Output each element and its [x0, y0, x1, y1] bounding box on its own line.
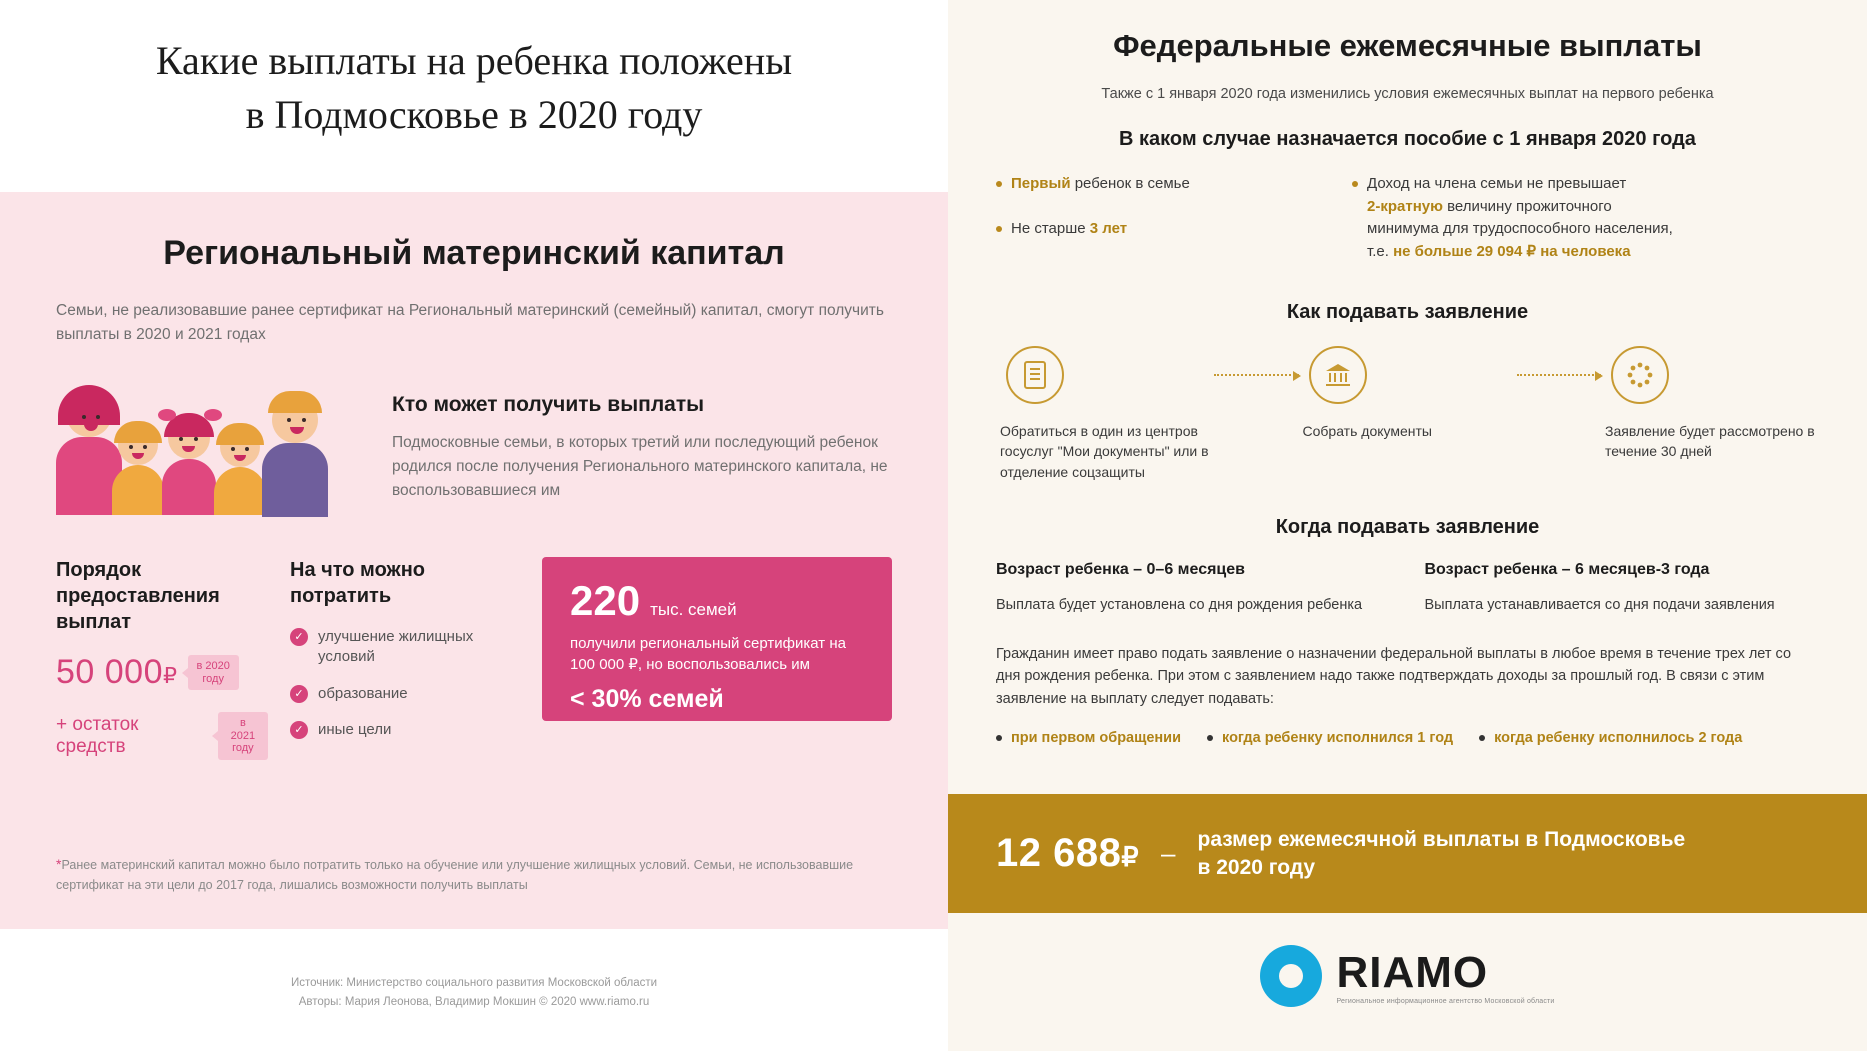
when-head-0-6: Возраст ребенка – 0–6 месяцев	[996, 560, 1245, 578]
footnote	[56, 853, 892, 895]
who-can-receive-text-block	[392, 383, 892, 515]
monthly-payment-label-line1: размер ежемесячной выплаты в Подмосковье	[1197, 828, 1686, 852]
authors-line: Авторы: Мария Леонова, Владимир Мокшин © 2020 www.riamo.ru	[298, 996, 650, 1009]
bullet-icon	[996, 181, 1002, 187]
conditions-left	[996, 173, 1326, 285]
payment-year-tag-2021-line1: в 2021	[230, 717, 256, 742]
income-line3: минимума для трудоспособного населения,	[1367, 220, 1673, 237]
payment-amount-2021-row	[56, 712, 268, 760]
when-column-6-36	[1425, 561, 1818, 617]
statistics-unit: тыс. семей	[650, 600, 737, 620]
regional-capital-panel	[0, 192, 948, 929]
regional-capital-subtitle: Семьи, не реализовавшие ранее сертификат на Региональный материнский (семейный) капитал, смогут получить выплаты в 2020 и 2021 годах	[56, 302, 884, 344]
application-timing-bullets	[948, 730, 1867, 746]
statistics-card-column	[542, 557, 892, 760]
apply-step-1	[1000, 346, 1210, 482]
apply-step-3-text: Заявление будет рассмотрено в течение 30 дней	[1605, 423, 1815, 460]
timing-bullet-1	[996, 730, 1181, 746]
payment-year-tag-2020	[188, 655, 239, 690]
statistics-text: получили региональный сертификат на 100 000 ₽, но воспользовались им	[570, 635, 846, 674]
logo-wordmark: RIAMO	[1336, 947, 1489, 997]
band-dash: –	[1161, 838, 1176, 868]
bullet-icon	[1352, 181, 1358, 187]
spend-option-label: улучшение жилищных условий	[318, 628, 474, 666]
list-item	[290, 720, 520, 740]
list-item	[1352, 173, 1817, 263]
condition-text	[1011, 173, 1190, 196]
processing-icon	[1611, 346, 1669, 404]
bullet-icon	[1479, 735, 1485, 741]
statistics-headline	[570, 577, 868, 625]
monthly-payment-label	[1198, 826, 1686, 881]
page-title-line1: Какие выплаты на ребенка положены	[155, 38, 793, 83]
who-can-receive-text: Подмосковные семьи, в которых третий или последующий ребенок родился после получения Регионального материнского капитала, не воспользовавшиеся им	[392, 434, 888, 500]
spend-options-title: На что можно потратить	[290, 559, 425, 608]
list-item	[996, 218, 1326, 241]
payment-amount-2020-value: 50 000	[56, 653, 163, 692]
payment-year-tag-2020-line2: году	[202, 672, 224, 685]
condition-rest: ребенок в семье	[1070, 175, 1190, 192]
list-item	[290, 684, 520, 704]
source-credits	[0, 974, 948, 1013]
page-title	[0, 0, 948, 192]
when-text-6-36: Выплата устанавливается со дня подачи заявления	[1424, 596, 1775, 613]
check-icon: ✓	[290, 628, 308, 646]
monthly-payment-band	[948, 794, 1867, 913]
condition-highlight: 3 лет	[1089, 219, 1128, 237]
source-line: Источник: Министерство социального развития Московской области	[290, 976, 658, 989]
when-head-6-36: Возраст ребенка – 6 месяцев-3 года	[1424, 560, 1710, 578]
logo-text-block	[1336, 948, 1554, 1005]
payment-year-tag-2021	[218, 712, 268, 760]
payment-order-column	[56, 557, 268, 760]
income-line2: величину прожиточного	[1442, 197, 1612, 215]
rouble-icon: ₽	[1121, 842, 1140, 872]
who-can-receive-row	[56, 383, 892, 515]
federal-title: Федеральные ежемесячные выплаты	[1113, 28, 1702, 63]
timing-bullet-3	[1479, 730, 1742, 746]
spend-option-label: образование	[318, 684, 408, 702]
bullet-icon	[996, 226, 1002, 232]
application-paragraph: Гражданин имеет право подать заявление о назначении федеральной выплаты в любое время в течение трех лет со дня рождения ребенка. При этом с заявлением надо также подтверждать доходы за прошлый год. В связи с этим заявление на выплату следует подавать:	[996, 645, 1792, 707]
condition-highlight: Первый	[1011, 175, 1071, 192]
when-text-0-6: Выплата будет установлена со дня рождения ребенка	[996, 596, 1363, 613]
monthly-payment-label-line2: в 2020 году	[1197, 855, 1316, 879]
spend-option-label: иные цели	[318, 720, 392, 738]
footnote-star: *	[56, 855, 62, 872]
spend-options-column	[290, 557, 520, 760]
payment-amount-2021: + остаток средств	[56, 713, 139, 757]
conditions-title: В каком случае назначается пособие с 1 января 2020 года	[1119, 128, 1696, 150]
income-condition-text	[1367, 173, 1673, 263]
federal-subtitle: Также с 1 января 2020 года изменились условия ежемесячных выплат на первого ребенка	[1101, 86, 1714, 102]
payment-order-title: Порядок предоставления выплат	[56, 559, 220, 634]
logo-circle-icon	[1260, 945, 1322, 1007]
logo-tagline: Региональное информационное агентство Московской области	[1336, 997, 1555, 1005]
regional-capital-title: Региональный материнский капитал	[163, 234, 785, 272]
monthly-payment-value: 12 688	[996, 831, 1122, 875]
apply-step-3	[1605, 346, 1815, 462]
statistics-card	[542, 557, 892, 721]
payment-amount-2020	[56, 653, 178, 692]
right-column	[948, 0, 1867, 1051]
when-column-0-6	[996, 561, 1389, 617]
payment-details-row	[56, 557, 892, 760]
conditions-row	[948, 173, 1867, 285]
list-item	[996, 173, 1326, 196]
condition-rest: Не старше	[1011, 219, 1090, 237]
payment-amount-2020-row	[56, 653, 268, 692]
check-icon: ✓	[290, 721, 308, 739]
apply-step-1-text: Обратиться в один из центров госуслуг "Мои документы" или в отделение соцзащиты	[1000, 423, 1209, 480]
page-title-line2: в Подмосковье в 2020 году	[245, 92, 703, 137]
footnote-text: Ранее материнский капитал можно было потратить только на обучение или улучшение жилищных условий. Семьи, не использовавшие сертификат на эти цели до 2017 года, лишались возможности получить выплаты	[56, 857, 854, 892]
income-highlight-amount: не больше 29 094 ₽ на человека	[1393, 242, 1631, 260]
statistics-bottom: < 30% семей	[570, 685, 724, 714]
conditions-right	[1352, 173, 1817, 285]
timing-bullet-3-label: когда ребенку исполнилось 2 года	[1494, 730, 1743, 747]
monthly-payment-amount	[996, 831, 1139, 876]
statistics-number: 220	[570, 577, 641, 625]
when-to-apply-row	[948, 561, 1867, 617]
income-line1: Доход на члена семьи не превышает	[1367, 175, 1627, 192]
how-to-apply-title: Как подавать заявление	[1286, 301, 1529, 323]
document-icon	[1006, 346, 1064, 404]
bullet-icon	[996, 735, 1002, 741]
when-to-apply-title: Когда подавать заявление	[1275, 515, 1540, 538]
income-line4: т.е.	[1367, 242, 1394, 260]
apply-steps	[948, 346, 1867, 482]
condition-text	[1011, 218, 1127, 241]
bank-icon	[1309, 346, 1367, 404]
apply-step-2	[1303, 346, 1513, 441]
family-illustration	[56, 383, 356, 515]
bullet-icon	[1207, 735, 1213, 741]
spend-options-list	[290, 627, 520, 740]
arrow-1-icon	[1210, 346, 1303, 404]
riamo-logo[interactable]	[948, 945, 1867, 1007]
who-can-receive-title: Кто может получить выплаты	[392, 393, 705, 417]
check-icon: ✓	[290, 685, 308, 703]
arrow-2-icon	[1513, 346, 1606, 404]
rouble-icon: ₽	[163, 663, 178, 689]
payment-year-tag-2021-line2: году	[232, 742, 254, 755]
list-item	[290, 627, 520, 668]
timing-bullet-2-label: когда ребенку исполнился 1 год	[1222, 730, 1454, 747]
timing-bullet-2	[1207, 730, 1453, 746]
apply-step-2-text: Собрать документы	[1302, 423, 1432, 439]
payment-year-tag-2020-line1: в 2020	[196, 659, 230, 672]
income-highlight-multiplier: 2-кратную	[1367, 197, 1443, 215]
timing-bullet-1-label: при первом обращении	[1011, 730, 1181, 747]
